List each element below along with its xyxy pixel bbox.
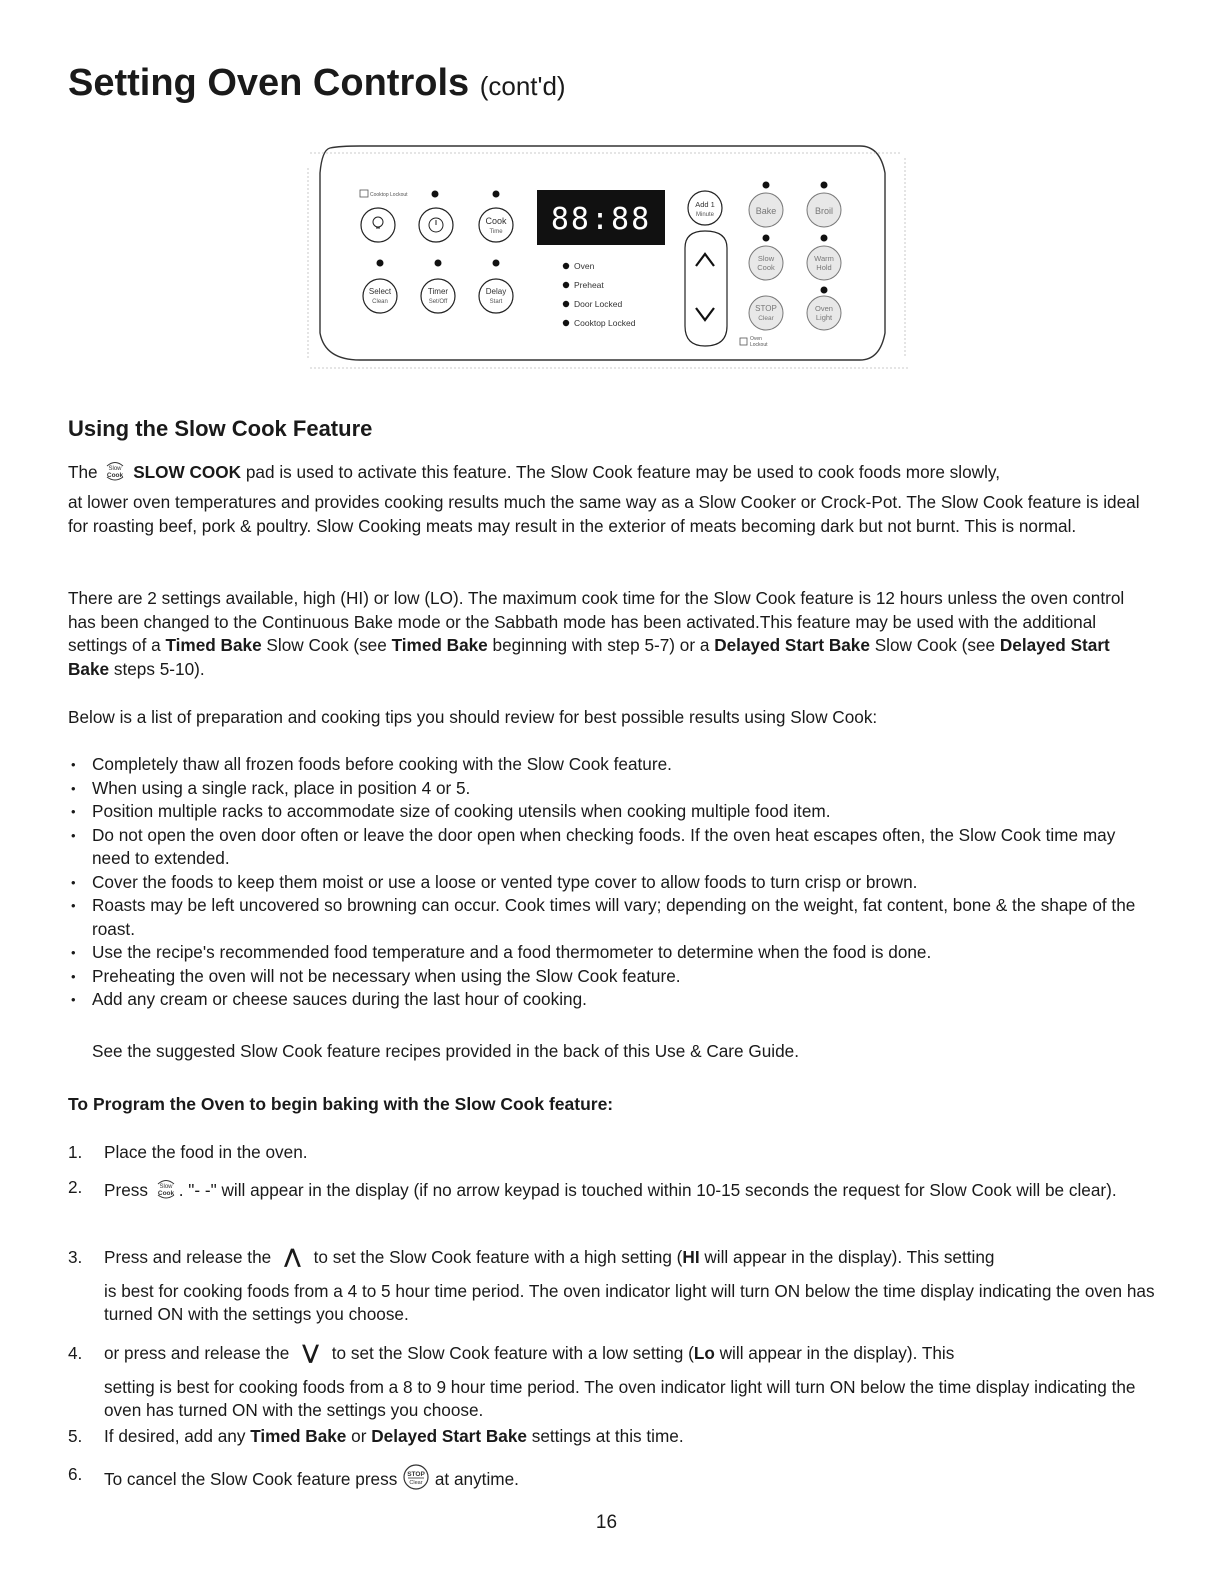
broil-pad <box>807 193 841 227</box>
cooktop-lockout-label: Cooktop Lockout <box>370 192 408 198</box>
page-title-suffix: (cont'd) <box>479 71 566 101</box>
step-number: 1. <box>68 1142 83 1162</box>
step-4 <box>68 1342 1158 1423</box>
light-pad <box>361 208 395 242</box>
page-title <box>68 62 566 105</box>
list-item: • Add any cream or cheese sauces during the last hour of cooking. <box>68 988 1153 1012</box>
step-text <box>104 1463 1158 1492</box>
list-item: • Position multiple racks to accommodate size of cooking utensils when cooking multiple food item. <box>68 800 1153 824</box>
oven-lockout-text-1: Oven <box>750 336 762 342</box>
program-heading: To Program the Oven to begin baking with the Slow Cook feature: <box>68 1094 614 1114</box>
step-text: Place the food in the oven. <box>104 1142 308 1162</box>
step-number: 2. <box>68 1177 83 1197</box>
broil-label: Broil <box>814 206 834 216</box>
step-text <box>104 1342 1158 1423</box>
step-number: 6. <box>68 1464 83 1484</box>
indicator-cooktop-locked: Cooktop Locked <box>574 318 636 328</box>
timed-bake-bold-1: Timed Bake <box>165 635 262 655</box>
step-2 <box>68 1176 1158 1203</box>
intro-post: pad is used to activate this feature. The Slow Cook feature may be used to cook foods more slowly, <box>245 462 1000 482</box>
delay-label: Delay <box>485 287 507 296</box>
intro-pre: The <box>68 462 98 482</box>
add-minute-pad <box>688 191 722 225</box>
timer-pad <box>421 279 455 313</box>
stop-label: STOP <box>755 304 777 313</box>
time-display-value: 88:88 <box>550 202 652 237</box>
hi-bold: HI <box>682 1247 700 1267</box>
keep-warm-label-2: Hold <box>816 263 832 272</box>
step5-c: or <box>351 1426 367 1446</box>
step4-c: will appear in the display). This <box>719 1343 955 1363</box>
up-arrow-icon: ⋀ <box>283 1246 301 1268</box>
indicator-oven: Oven <box>574 261 595 271</box>
step3-c: will appear in the display). This setting <box>704 1247 995 1267</box>
oven-light-label-1: Oven <box>815 304 833 313</box>
list-item: • Completely thaw all frozen foods before cooking with the Slow Cook feature. <box>68 753 1153 777</box>
settings-paragraph <box>68 587 1148 681</box>
list-item: • Roasts may be left uncovered so browning can occur. Cook times will vary; depending on the weight, fat content, bone & the shape of the roast. <box>68 894 1153 941</box>
list-item: • Cover the foods to keep them moist or use a loose or vented type cover to allow foods to turn crisp or brown. <box>68 871 1153 895</box>
step3-cont: is best for cooking foods from a 4 to 5 hour time period. The oven indicator light will turn ON below the time display indicating the oven has turned ON with the settings you choose. <box>104 1280 1155 1324</box>
step-text <box>104 1246 1158 1327</box>
settings-text-i: steps 5-10). <box>113 658 205 679</box>
slow-cook-label-2: Cook <box>757 263 775 272</box>
bake-label: Bake <box>755 206 777 216</box>
delayed-start-bold-2: Delayed Start Bake <box>68 635 1110 679</box>
cook-time-label-1: Cook <box>485 216 507 226</box>
tips-intro: Below is a list of preparation and cooking tips you should review for best possible results using Slow Cook: <box>68 707 878 727</box>
slow-icon-text-1: Slow <box>159 1184 173 1190</box>
step-1 <box>68 1141 1158 1165</box>
recipes-note: See the suggested Slow Cook feature recipes provided in the back of this Use & Care Guide. <box>92 1041 799 1061</box>
slow-icon-text-1: Slow <box>108 466 122 472</box>
keep-warm-pad <box>807 246 841 280</box>
select-clean-pad <box>363 279 397 313</box>
clear-icon-text: Clear <box>409 1480 423 1486</box>
slow-cook-label-1: Slow <box>757 254 775 263</box>
step2-pre: Press <box>104 1180 148 1200</box>
start-label: Start <box>489 299 503 305</box>
down-arrow-icon <box>696 308 714 320</box>
list-item: • Do not open the oven door often or leave the door open when checking foods. If the oven heat escapes often, the Slow Cook time may need to extended. <box>68 824 1153 871</box>
clear-label: Clear <box>758 315 774 322</box>
step6-pre: To cancel the Slow Cook feature press <box>104 1469 398 1489</box>
cooktop-lockout-icon <box>360 190 408 198</box>
step-number: 5. <box>68 1426 83 1446</box>
step3-pre: Press and release the <box>104 1247 272 1267</box>
list-item: • Preheating the oven will not be necessary when using the Slow Cook feature. <box>68 965 1153 989</box>
add-minute-label-1: Add 1 <box>695 200 715 209</box>
step4-pre: or press and release the <box>104 1343 290 1363</box>
settings-text-c: Slow Cook (see <box>266 635 387 655</box>
indicator-list <box>563 261 636 328</box>
oven-lockout-text-2: Lockout <box>750 342 768 348</box>
down-arrow-icon: ⋁ <box>302 1342 319 1364</box>
tips-list <box>68 753 1153 1012</box>
settings-text-g: Slow Cook (see <box>874 635 996 655</box>
indicator-door-locked: Door Locked <box>574 299 623 309</box>
add-minute-label-2: Minute <box>695 212 715 218</box>
timer-label: Timer <box>427 287 449 296</box>
delay-start-pad <box>479 279 513 313</box>
oven-light-pad <box>807 296 841 330</box>
delayed-start-bold: Delayed Start Bake <box>371 1426 527 1446</box>
step-5 <box>68 1425 1158 1449</box>
settings-text-a: There are 2 settings available, high (HI) or low (LO). The maximum cook time for the Slow Cook feature is 12 hours unless the oven control has been changed to the Continuous Bake mode or the Sabbath mode has been activated.This feature may be used with the additional settings of a <box>68 588 1125 655</box>
cook-time-label-2: Time <box>489 229 503 235</box>
oven-light-label-2: Light <box>815 313 833 322</box>
bake-pad <box>749 193 783 227</box>
slow-icon-text-2: Cook <box>157 1190 174 1197</box>
oven-control-panel-illustration <box>300 128 915 378</box>
step-text <box>104 1425 1158 1449</box>
timed-bake-bold-2: Timed Bake <box>391 635 488 655</box>
step2-post: . "- -" will appear in the display (if no arrow keypad is touched within 10-15 seconds the request for Slow Cook will be clear). <box>178 1180 1117 1200</box>
slow-cook-pad-icon <box>102 458 128 484</box>
section-heading: Using the Slow Cook Feature <box>68 416 373 441</box>
step5-a: If desired, add any <box>104 1426 246 1446</box>
timer-set-label: Set/Off <box>428 299 448 305</box>
page-title-main: Setting Oven Controls <box>68 62 470 104</box>
stop-clear-pad-icon <box>402 1463 430 1491</box>
cook-time-pad <box>479 208 513 242</box>
lo-bold: Lo <box>693 1343 715 1363</box>
slow-cook-pad-icon <box>153 1176 179 1202</box>
stop-clear-pad <box>749 296 783 330</box>
slow-icon-text-2: Cook <box>107 472 124 479</box>
step-3 <box>68 1246 1158 1327</box>
keep-warm-label-1: Warm <box>814 254 834 263</box>
page-number: 16 <box>595 1512 618 1533</box>
slow-cook-pad <box>749 246 783 280</box>
stop-icon-text: STOP <box>407 1471 425 1478</box>
arrow-keypad <box>685 231 727 346</box>
intro-continuation: at lower oven temperatures and provides cooking results much the same way as a Slow Cooker or Crock-Pot. The Slow Cook feature is ideal for roasting beef, pork & poultry. Slow Cooking meats may result in the exterior of meats becoming dark but not burnt. This is normal. <box>68 492 1140 536</box>
step6-post: at anytime. <box>434 1469 519 1489</box>
step4-cont: setting is best for cooking foods from a 8 to 9 hour time period. The oven indicator light will turn ON below the time display indicating the oven has turned ON with the settings you choose. <box>104 1376 1136 1420</box>
list-item: • When using a single rack, place in position 4 or 5. <box>68 777 1153 801</box>
list-item: • Use the recipe's recommended food temperature and a food thermometer to determine when the food is done. <box>68 941 1153 965</box>
step-6 <box>68 1463 1158 1492</box>
timed-bake-bold: Timed Bake <box>250 1426 347 1446</box>
step-number: 3. <box>68 1247 83 1267</box>
intro-paragraph <box>68 458 1148 485</box>
step-number: 4. <box>68 1343 83 1363</box>
step3-a: to set the Slow Cook feature with a high setting ( <box>313 1247 683 1267</box>
clean-label: Clean <box>372 299 388 305</box>
step5-e: settings at this time. <box>531 1426 684 1446</box>
up-arrow-icon <box>696 254 714 266</box>
step-text <box>104 1176 1158 1203</box>
time-display <box>537 190 665 245</box>
clock-pad <box>419 208 453 242</box>
step4-a: to set the Slow Cook feature with a low setting ( <box>331 1343 694 1363</box>
delayed-start-bold-1: Delayed Start Bake <box>714 635 870 655</box>
oven-lockout-label <box>740 336 768 348</box>
settings-text-e: beginning with step 5-7) or a <box>492 635 710 655</box>
intro-bold: SLOW COOK <box>133 462 242 482</box>
indicator-preheat: Preheat <box>574 280 604 290</box>
select-label: Select <box>368 287 392 296</box>
